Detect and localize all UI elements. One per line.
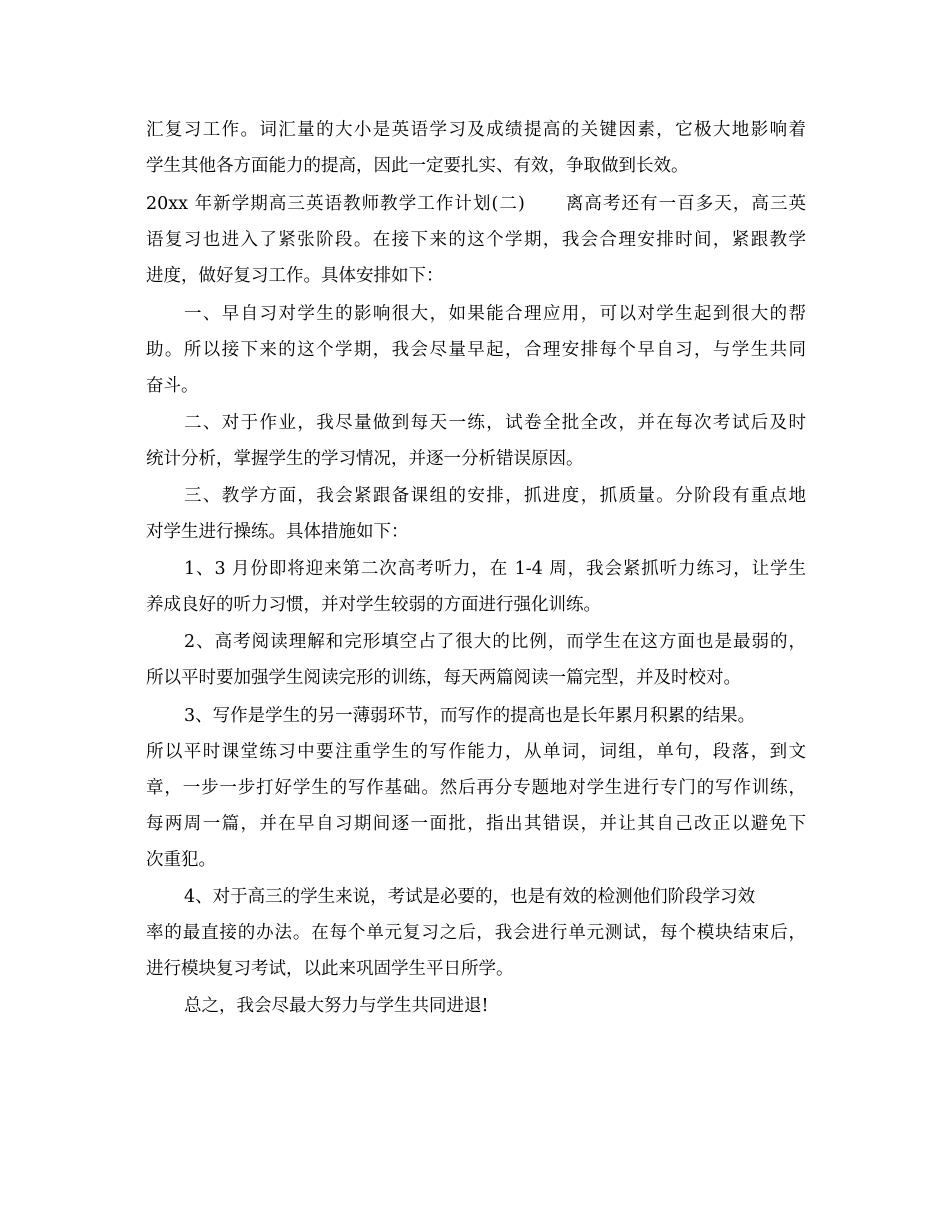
text-line: 一、早自习对学生的影响很大，如果能合理应用，可以对学生起到很大的帮 — [184, 304, 806, 324]
text-line: 奋斗。 — [146, 376, 199, 396]
text-line: 3、写作是学生的另一薄弱环节，而写作的提高也是长年累月积累的结果。 — [184, 706, 756, 726]
text-line: 率的最直接的办法。在每个单元复习之后，我会进行单元测试，每个模块结束后， — [146, 923, 806, 943]
text-line: 次重犯。 — [146, 850, 216, 870]
text-line: 养成良好的听力习惯，并对学生较弱的方面进行强化训练。 — [146, 595, 601, 615]
text-line: 所以平时要加强学生阅读完形的训练，每天两篇阅读一篇完型，并及时校对。 — [146, 668, 741, 688]
text-line: 4、对于高三的学生来说，考试是必要的，也是有效的检测他们阶段学习效 — [184, 887, 756, 907]
text-line: 二、对于作业，我尽量做到每天一练，试卷全批全改，并在每次考试后及时 — [184, 413, 806, 433]
text-line: 进行模块复习考试，以此来巩固学生平日所学。 — [146, 959, 514, 979]
text-line: 统计分析，掌握学生的学习情况，并逐一分析错误原因。 — [146, 449, 584, 469]
text-line: 汇复习工作。词汇量的大小是英语学习及成绩提高的关键因素，它极大地影响着 — [146, 120, 806, 140]
text-line: 每两周一篇，并在早自习期间逐一面批，指出其错误，并让其自己改正以避免下 — [146, 814, 806, 834]
text-line: 对学生进行操练。具体措施如下： — [146, 522, 409, 542]
text-line: 1、3 月份即将迎来第二次高考听力，在 1-4 周，我会紧抓听力练习，让学生 — [184, 559, 806, 579]
text-line: 进度，做好复习工作。具体安排如下： — [146, 266, 444, 286]
text-line: 所以平时课堂练习中要注重学生的写作能力，从单词，词组，单句，段落，到文 — [146, 742, 806, 762]
text-line: 助。所以接下来的这个学期，我会尽量早起，合理安排每个早自习，与学生共同 — [146, 340, 806, 360]
text-line: 语复习也进入了紧张阶段。在接下来的这个学期，我会合理安排时间，紧跟教学 — [146, 230, 806, 250]
text-fragment: 离高考还有一百多天，高三英 — [564, 194, 806, 214]
text-line-title-row — [146, 186, 806, 222]
text-line: 三、教学方面，我会紧跟备课组的安排，抓进度，抓质量。分阶段有重点地 — [184, 486, 806, 506]
text-line: 章，一步一步打好学生的写作基础。然后再分专题地对学生进行专门的写作训练， — [146, 778, 806, 798]
text-line: 2、高考阅读理解和完形填空占了很大的比例，而学生在这方面也是最弱的， — [184, 632, 806, 652]
text-line: 总之，我会尽最大努力与学生共同进退! — [184, 996, 489, 1016]
section-title: 20xx 年新学期高三英语教师教学工作计划(二) — [146, 194, 525, 214]
text-line: 学生其他各方面能力的提高，因此一定要扎实、有效，争取做到长效。 — [146, 156, 689, 176]
